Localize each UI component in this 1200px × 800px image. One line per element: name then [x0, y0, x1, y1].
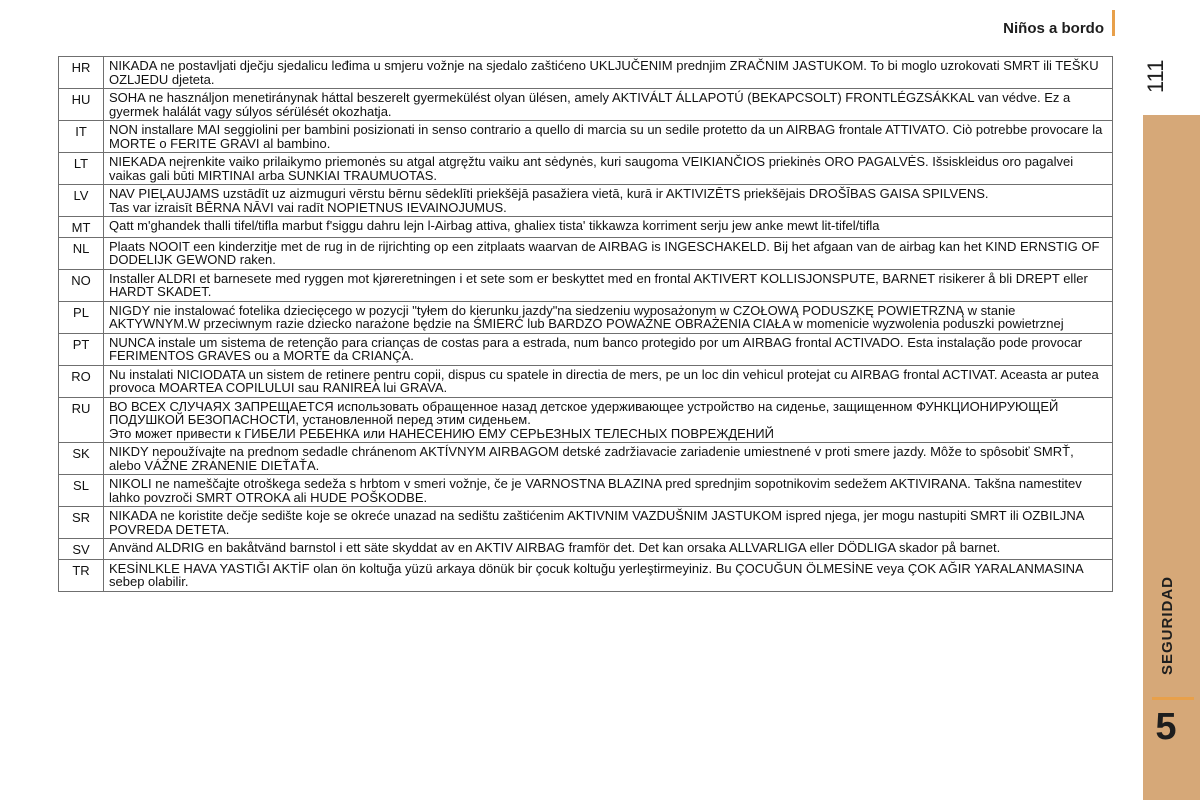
table-row: [59, 365, 1113, 397]
warning-text: NIGDY nie instalować fotelika dziecięcego w pozycji "tyłem do kierunku jazdy"na siedzeniu wyposażonym w CZOŁOWĄ PODUSZKĘ POWIETRZNĄ w stanie AKTYWNYM.W przeciwnym razie dziecko narażone będzie na ŚMIERĆ lub BARDZO POWAŻNE OBRAŻENIA CIAŁA w momenicie wyzwolenia poduszki powietrznej: [104, 301, 1113, 333]
table-row: [59, 57, 1113, 89]
warning-text: NIEKADA neįrenkite vaiko prilaikymo priemonės su atgal atgręžtu vaiku ant sėdynės, kuri saugoma VEIKIANČIOS priekinės ORO PAGALVĖS. Išsiskleidus oro pagalvei vaikas gali būti MIRTINAI arba SUNKIAI TRAUMUOTAS.: [104, 153, 1113, 185]
table-row: [59, 185, 1113, 217]
warning-text: KESİNLKLE HAVA YASTIĞI AKTİF olan ön koltuğa yüzü arkaya dönük bir çocuk koltuğu yerleştirmeyiniz. Bu ÇOCUĞUN ÖLMESİNE veya ÇOK AĞIR YARALANMASINA sebep olabilir.: [104, 559, 1113, 591]
warning-text: NUNCA instale um sistema de retenção para crianças de costas para a estrada, num banco protegido por um AIRBAG frontal ACTIVADO. Esta instalação pode provocar FERIMENTOS GRAVES ou a MORTE da CRIANÇA.: [104, 333, 1113, 365]
table-row: [59, 507, 1113, 539]
airbag-warning-table: [58, 56, 1113, 592]
language-code: SR: [59, 507, 104, 539]
table-row: [59, 269, 1113, 301]
language-code: PL: [59, 301, 104, 333]
warning-text: NIKDY nepoužívajte na prednom sedadle chránenom AKTÍVNYM AIRBAGOM detské zadržiavacie zariadenie umiestnené v proti smere jazdy. Môže to spôsobiť SMRŤ, alebo VÁŽNE ZRANENIE DIEŤAŤA.: [104, 443, 1113, 475]
table-row: [59, 333, 1113, 365]
section-divider: [1152, 697, 1194, 700]
warning-text: NIKADA ne postavljati dječju sjedalicu leđima u smjeru vožnje na sjedalo zaštićeno UKLJUČENIM prednjim ZRAČNIM JASTUKOM. To bi moglo uzrokovati SMRT ili TEŠKU OZLJEDU djeteta.: [104, 57, 1113, 89]
table-row: [59, 237, 1113, 269]
page-header-title: Niños a bordo: [1003, 20, 1104, 37]
language-code: LV: [59, 185, 104, 217]
warning-text: NIKOLI ne nameščajte otroškega sedeža s hrbtom v smeri vožnje, če je VARNOSTNA BLAZINA pred sprednjim sopotnikovim sedežem AKTIVIRANA. Takšna namestitev lahko povzroči SMRT OTROKA ali HUDE POŠKODBE.: [104, 475, 1113, 507]
language-code: RO: [59, 365, 104, 397]
warning-text: Installer ALDRI et barnesete med ryggen mot kjøreretningen i et sete som er beskyttet med en frontal AKTIVERT KOLLISJONSPUTE, BARNET risikerer å bli DREPT eller HARDT SKADET.: [104, 269, 1113, 301]
language-code: HU: [59, 89, 104, 121]
table-row: [59, 121, 1113, 153]
chapter-number: 5: [1155, 706, 1177, 748]
warning-text: Använd ALDRIG en bakåtvänd barnstol i ett säte skyddat av en AKTIV AIRBAG framför det. Det kan orsaka ALLVARLIGA eller DÖDLIGA skador på barnet.: [104, 539, 1113, 560]
warning-text: Qatt m'ghandek thalli tifel/tifla marbut f'siggu dahru lejn l-Airbag attiva, ghaliex tista' tikkawza korriment serju jew anke mewt lit-tifel/tifla: [104, 217, 1113, 238]
table-row: [59, 559, 1113, 591]
warning-text: NAV PIEĻAUJAMS uzstādīt uz aizmuguri vērstu bērnu sēdeklīti priekšējā pasažiera vietā, kurā ir AKTIVIZĒTS priekšējais DROŠĪBAS GAISA SPILVENS. Tas var izraisīt BĒRNA NĀVI vai radīt NOPIETNUS IEVAINOJUMUS.: [104, 185, 1113, 217]
language-code: SL: [59, 475, 104, 507]
table-row: [59, 397, 1113, 443]
table-row: [59, 217, 1113, 238]
language-code: IT: [59, 121, 104, 153]
language-code: LT: [59, 153, 104, 185]
table-row: [59, 475, 1113, 507]
table-row: [59, 539, 1113, 560]
warning-text: SOHA ne használjon menetiránynak háttal beszerelt gyermekülést olyan ülésen, amely AKTIVÁLT ÁLLAPOTÚ (BEKAPCSOLT) FRONTLÉGZSÁKKAL van védve. Ez a gyermek halálát vagy súlyos sérülését okozhatja.: [104, 89, 1113, 121]
language-code: TR: [59, 559, 104, 591]
table-row: [59, 443, 1113, 475]
language-code: NO: [59, 269, 104, 301]
language-code: SV: [59, 539, 104, 560]
warning-text: NON installare MAI seggiolini per bambini posizionati in senso contrario a quello di marcia su un sedile protetto da un AIRBAG frontale ATTIVATO. Ciò potrebbe provocare la MORTE o FERITE GRAVI al bambino.: [104, 121, 1113, 153]
warning-text: Nu instalati NICIODATA un sistem de retinere pentru copii, dispus cu spatele in directia de mers, pe un loc din vehicul protejat cu AIRBAG frontal ACTIVAT. Aceasta ar putea provoca MOARTEA COPILULUI sau RANIREA lui GRAVA.: [104, 365, 1113, 397]
language-code: RU: [59, 397, 104, 443]
language-code: SK: [59, 443, 104, 475]
table-row: [59, 153, 1113, 185]
table-row: [59, 89, 1113, 121]
language-code: HR: [59, 57, 104, 89]
section-label-text: SEGURIDAD: [1158, 575, 1176, 675]
section-label: [1150, 560, 1184, 690]
warning-text: Plaats NOOIT een kinderzitje met de rug in de rijrichting op een zitplaats waarvan de AIRBAG is INGESCHAKELD. Bij het afgaan van de airbag kan het KIND ERNSTIG OF DODELIJK GEWOND raken.: [104, 237, 1113, 269]
page-number: 111: [1143, 59, 1168, 93]
warning-text: ВО ВСЕХ СЛУЧАЯХ ЗАПРЕЩАЕТСЯ использовать обращенное назад детское удерживающее устройство на сиденье, защищенном ФУНКЦИОНИРУЮЩЕЙ ПОДУШКОЙ БЕЗОПАСНОСТИ, установленной перед этим сиденьем. Это может привести к ГИБЕЛИ РЕБЕНКА или НАНЕСЕНИЮ ЕМУ СЕРЬЕЗНЫХ ТЕЛЕСНЫХ ПОВРЕЖДЕНИЙ: [104, 397, 1113, 443]
table-row: [59, 301, 1113, 333]
warning-text: NIKADA ne koristite dečje sedište koje se okreće unazad na sedištu zaštićenim AKTIVNIM VAZDUŠNIM JASTUKOM ispred njega, jer mogu nastupiti SMRT ili OZBILJNA POVREDA DETETA.: [104, 507, 1113, 539]
header-divider: [1112, 10, 1115, 36]
language-code: PT: [59, 333, 104, 365]
language-code: NL: [59, 237, 104, 269]
language-code: MT: [59, 217, 104, 238]
